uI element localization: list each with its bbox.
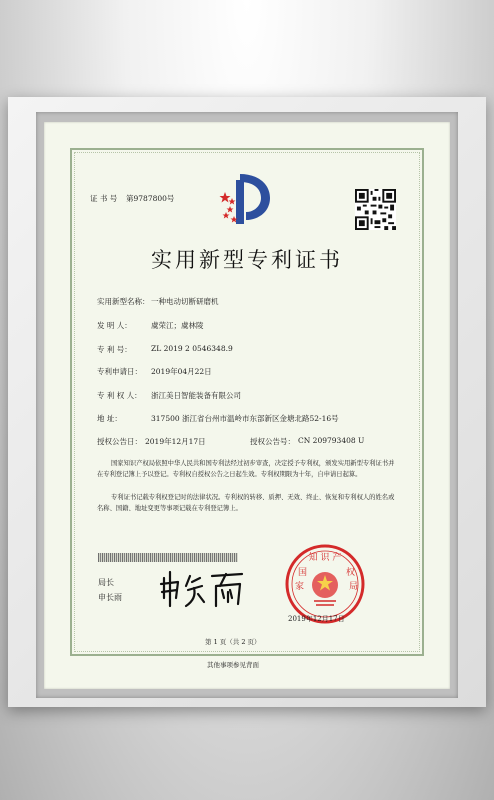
field-value-filing-date: 2019年04月22日 — [151, 367, 212, 376]
auth-no-label: 授权公告号： — [250, 437, 295, 446]
svg-text:家: 家 — [295, 582, 305, 592]
field-label-patentee: 专 利 权 人： — [97, 391, 142, 400]
svg-text:权: 权 — [346, 568, 356, 578]
cert-no-label: 证 书 号 — [90, 194, 118, 203]
field-value-inventor: 虞荣江；虞林陵 — [151, 321, 204, 330]
field-value-patentee: 浙江美日智能装备有限公司 — [151, 391, 241, 400]
director-name: 申长雨 — [98, 593, 122, 602]
field-value-name: 一种电动切断研磨机 — [151, 297, 219, 306]
certificate-title: 实用新型专利证书 — [151, 248, 343, 272]
footer-note: 其他事项参见背面 — [207, 661, 259, 669]
auth-date-value: 2019年12月17日 — [145, 437, 206, 446]
svg-text:知 识 产: 知 识 产 — [308, 553, 342, 563]
field-label-name: 实用新型名称： — [97, 297, 150, 306]
qr-code-icon — [355, 189, 396, 230]
barcode-strip — [98, 553, 238, 562]
cert-no-value: 第9787800号 — [126, 194, 175, 203]
director-signature-icon — [158, 568, 248, 612]
director-title: 局长 — [98, 578, 114, 587]
legal-paragraph-1: 国家知识产权局依照中华人民共和国专利法经过初步审查，决定授予专利权，颁发实用新型专利证书并在专利登记簿上予以登记。专利权自授权公告之日起生效。专利权期限为十年，自申请日起算。 — [97, 460, 395, 478]
field-label-address: 地 址： — [97, 414, 122, 423]
field-label-inventor: 发 明 人： — [97, 321, 132, 330]
legal-paragraph-2: 专利证书记载专利权登记时的法律状况。专利权的转移、质押、无效、终止、恢复和专利权人的姓名或名称、国籍、地址变更等事项记载在专利登记簿上。 — [97, 494, 395, 512]
svg-text:国: 国 — [298, 568, 308, 578]
svg-text:局: 局 — [349, 582, 359, 592]
field-value-patent-no: ZL 2019 2 0546348.9 — [151, 344, 233, 353]
auth-no-value: CN 209793408 U — [298, 436, 365, 445]
field-label-patent-no: 专 利 号： — [97, 345, 132, 354]
field-value-address: 317500 浙江省台州市温岭市东部新区金塘北路52-16号 — [151, 414, 339, 423]
patent-office-logo-icon — [218, 170, 274, 228]
auth-date-label: 授权公告日： — [97, 437, 142, 446]
official-seal-icon — [284, 543, 366, 625]
seal-date: 2019年12月17日 — [288, 615, 345, 623]
page-number: 第 1 页（共 2 页） — [205, 638, 261, 646]
field-label-filing-date: 专利申请日： — [97, 367, 142, 376]
